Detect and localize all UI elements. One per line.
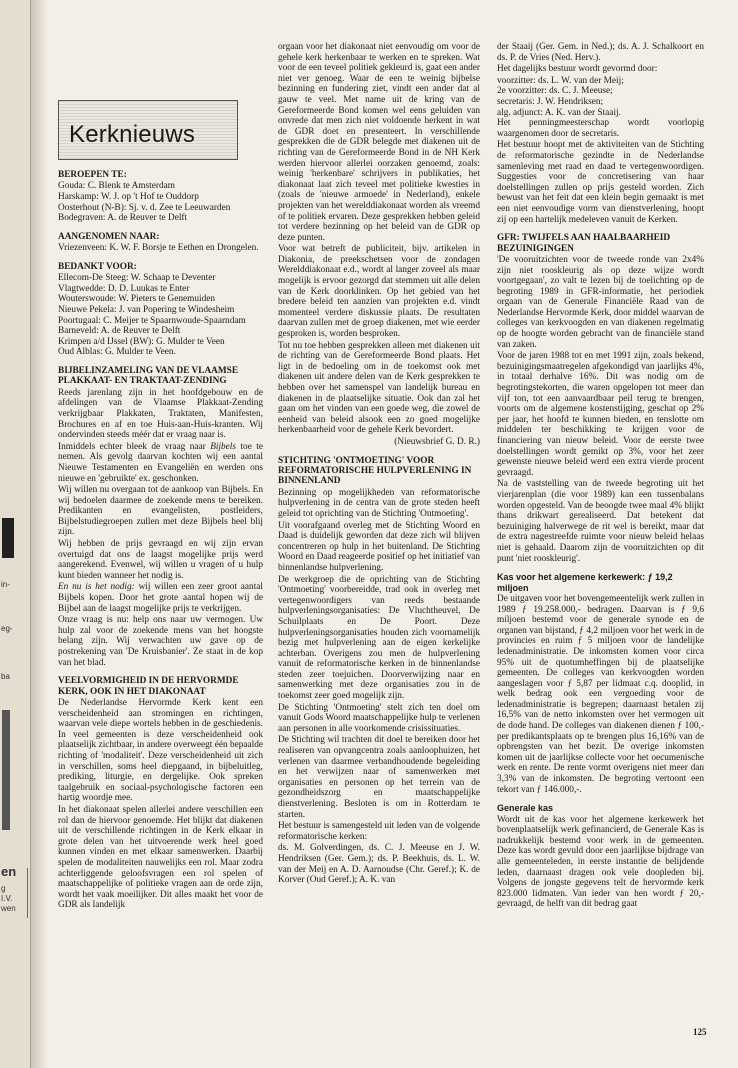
paragraph: Het bestuur hoopt met de aktiviteiten van de Stichting de reformatorische gezindte in de Nederlandse samenleving met raad en daad te vertegenwoordigen. Suggesties voor de concretisering van haar doelstellingen zullen op prijs gesteld worden. Zich bewust van het feit dat een klein begin gemaakt is met een niet eenvoudige vorm van dienstverlening, hoopt zij op een hartelijk medeleven vanuit de Kerken.: [497, 140, 704, 225]
margin-fragment: I.V.: [1, 894, 13, 903]
paragraph: Onze vraag is nu: help ons naar uw vermogen. Uw hulp zal voor de zoekende mens van het hoogste belang zijn. Wij verwachten uw gave op de postrekening van 'De Kruisbanier'. Ze staat in de kop van het blad.: [58, 615, 263, 668]
aangenomen-text: Vriezenveen: K. W. F. Borsje te Eethen en Drongelen.: [58, 243, 259, 254]
list-item: Vlagtwedde: D. D. Luukas te Enter: [58, 283, 190, 294]
list-item: Barneveld: A. de Reuver te Delft: [58, 326, 181, 337]
margin-fragment: in-: [1, 580, 10, 589]
paragraph: In het diakonaat spelen allerlei andere verschillen een rol dan de hiervoor genoemde. Het blijkt dat diakenen uit de verschillende richtingen in de Kerk elkaar in grote delen van het uitvoerende werk heel goed kunnen vinden en met elkaar samenwerken. Daarbij spelen de modaliteiten nauwelijks een rol. Maar zodra achterliggende geloofsvragen een rol spelen of maatschappelijke of politieke vragen aan de orde zijn, wordt het vaak moeilijker. Dit alles maakt het voor de GDR als landelijk: [58, 804, 263, 911]
paragraph: Uit voorafgaand overleg met de Stichting Woord en Daad is duidelijk geworden dat deze zich wil blijven concentreren op hulp in het buitenland. De Stichting Woord en Daad reageerde positief op het initiatief van binnenlandse hulpverlening.: [278, 520, 480, 573]
paragraph: De uitgaven voor het bovengemeentelijk werk zullen in 1989 ƒ 19.258.000,- bedragen. Daarvan is ƒ 9,6 miljoen bestemd voor de generale synode en de organen van bijstand, ƒ 4,2 miljoen voor het werk in de provincies en ruim ƒ 5 miljoen voor de landelijke ledenadministratie. De inkomsten komen voor circa 95% uit de quotumheffingen bij de plaatselijke gemeenten. De colleges van kerkvoogden worden aangeslagen voor ƒ 5,87 per lidmaat c.q. dooplid, in welk bedrag ook een vergoeding voor de ledenadministratie is begrepen; daarnaast betalen zij 16,5% van de netto inkomsten over het vermogen uit de dode hand. De colleges van diakenen dienen ƒ 100,- per predikantsplaats op te brengen plus 16,16% van de opbrengsten van het bezit. De overige inkomsten komen uit de jaarlijkse collecte voor het oecumenische werk en rente. De rente vormt overigens niet meer dan 3,3% van de inkomsten. De begroting vertoont een tekort van ƒ 146.000,-.: [497, 593, 704, 795]
list-item: Wouterswoude: W. Pieters te Genemuiden: [58, 294, 216, 305]
list-item: Oud Alblas: G. Mulder te Veen.: [58, 347, 176, 358]
section-header-box: [58, 100, 238, 160]
list-item: Gouda: C. Blenk te Amsterdam: [58, 181, 175, 192]
generale-kas-heading: Generale kas: [497, 803, 554, 814]
paragraph: Het bestuur is samengesteld uit leden van de volgende reformatorische kerken:: [278, 821, 480, 842]
text-run: Inmiddels echter bleek de vraag naar: [58, 441, 211, 452]
paragraph: Voor de jaren 1988 tot en met 1991 zijn, zoals bekend, bezuinigingsmaatregelen afgekondigd van jaarlijks 4%, in totaal derhalve 16%. Dit was nodig om de begrotingstekorten, die waren opgelopen tot meer dan vijf ton, tot een aanvaardbaar peil terug te brengen, voorts om de algemene kostenstijging, geschat op 2% per jaar, het hoofd te kunnen bieden, en tenslotte om middelen ter beschikking te krijgen voor de financiering van nieuw beleid. Voor de eerste twee doelstellingen wordt gemikt op 3%, voor het zeer gewenste nieuwe beleid werd een extra vierde procent gevraagd.: [497, 351, 704, 478]
page-number: 125: [693, 1027, 707, 1037]
paragraph: der Staaij (Ger. Gem. in Ned.); ds. A. J. Schalkoort en ds. P. de Vries (Ned. Herv.).: [497, 42, 704, 63]
paragraph: De werkgroep die de oprichting van de Stichting 'Ontmoeting' voorbereidde, trad ook in overleg met vertegenwoordigers van reeds bestaande hulpverleningsorganisaties: De Vluchtheuvel, De Schuilplaats en De Poort. Deze hulpverleningsorganisaties houden zich voornamelijk bezig met hulpverlening aan de eigen kerkelijke achterban. Overigens zou men de hulpverlening vanuit de reformatorische kerken in de binnenlandse steden zeer toejuichen. Doorverwijzing naar en samenwerking met deze organisaties zou in de toekomst zeer goed mogelijk zijn.: [278, 574, 480, 702]
paragraph: [58, 442, 263, 484]
margin-rule: [27, 868, 28, 918]
beroepen-heading: BEROEPEN TE:: [58, 170, 127, 180]
gfr-heading: GFR: TWIJFELS AAN HAALBAARHEID BEZUINIGINGEN: [497, 233, 671, 254]
margin-image: [2, 710, 10, 830]
paragraph: Wij willen nu overgaan tot de aankoop van Bijbels. En wij bedoelen daarmee de zoekende mens te bereiken. Predikanten en evangelisten, postleiders, Bijbelstudiegroepen zullen met deze Bijbels heel blij zijn.: [58, 485, 263, 538]
paragraph: 'De vooruitzichten voor de tweede ronde van 2x4% zijn niet rooskleurig als op deze wijze wordt voortgegaan', zo valt te lezen bij de toelichting op de begroting 1989 in GFR-informatie, het periodiek orgaan van de Generale Financiële Raad van de Nederlandse Hervormde Kerk, door middel waarvan de colleges van kerkvoogden en van diakenen regelmatig op de hoogte worden gebracht van de financiële stand van zaken.: [497, 254, 704, 350]
paragraph: Bezinning op mogelijkheden van reformatorische hulpverlening in de centra van de grote steden heeft geleid tot oprichting van de Stichting 'Ontmoeting'.: [278, 487, 480, 519]
bijbel-heading: BIJBELINZAMELING VAN DE VLAAMSE PLAKKAAT- EN TRAKTAAT-ZENDING: [58, 365, 239, 387]
paragraph: Na de vaststelling van de tweede begroting uit het vierjarenplan (die voor 1989) kan een tussenbalans worden opgesteld. Van de beoogde twee maal 4% blijkt thans drikwart gerealiseerd. Dat betekent dat bezuiniging halverwege de rit wel is bereikt, maar dat de extra nagestreefde ruimte voor nieuw beleid helaas niet is gehaald. Daarom zijn de vooruitzichten op dit punt 'niet rooskleurig'.: [497, 479, 704, 564]
source-credit: (Nieuwsbrief G. D. R.): [394, 436, 480, 447]
paragraph: orgaan voor het diakonaat niet eenvoudig om voor de gehele kerk herkenbaar te werken en te spreken. Wat voor de een teveel politiek gekleurd is, gaat een ander niet ver genoeg. Waar de een te weinig bijbelse bezinning en fundering ziet, vindt een ander dat al gauw te veel. Met name uit de kring van de Gereformeerde Bond komen wel eens geluiden van onvrede dat men zich niet voldoende herkent in wat de GDR doet en presenteert. In verschillende gesprekken die de GDR belegde met diakenen uit de richting van de Gereformeerde Bond in de NH Kerk werden hiervoor allerlei oorzaken genoemd, zoals: weinig 'herkenbare' schrijvers in publikaties, het diakonaat laat zich teveel met politieke kwesties in (zoals de 'nieuwe armoede' in Nederland), enkele projekten van het werelddiakonaat worden als vreemd of te politiek ervaren. Deze gesprekken hebben geleid tot verdere bezinning op het beleid van de GDR op deze punten.: [278, 42, 480, 243]
paragraph: De Stichting 'Ontmoeting' stelt zich ten doel om vanuit Gods Woord maatschappelijke hulp te verlenen aan personen in alle voorkomende crisissituaties.: [278, 702, 480, 734]
list-item: voorzitter: ds. L. W. van der Meij;: [497, 75, 624, 86]
list-item: Poortugaal: C. Meijer te Spaarnwoude-Spaarndam: [58, 315, 246, 326]
paragraph: ds. M. Golverdingen, ds. C. J. Meeuse en J. W. Hendriksen (Ger. Gem.); ds. P. Beekhuis, ds. L. W. van der Meij en A. D. Aarnoudse (Chr. Geref.); K. de Korver (Oud Geref.); A. K. van: [278, 843, 480, 886]
paragraph: Wordt uit de kas voor het algemene kerkewerk het bovenplaatselijk werk gefinancierd, de Generale Kas is nadrukkelijk bestemd voor werk in de gemeenten. Deze kas wordt gevuld door een jaarlijkse bijdrage van alle gemeenteleden, in eerste instantie de belijdende leden, daarnaast dragen ook vele doopleden bij. Volgens de jongste gegevens telt de hervormde kerk 823.000 lidmaten. Van ieder van hen wordt ƒ 20,- gevraagd, de helft van dit bedrag gaat: [497, 814, 704, 910]
list-item: alg. adjunct: A. K. van der Staaij.: [497, 107, 621, 118]
emphasis: En nu is het nodig:: [58, 582, 135, 593]
emphasis: Bijbels: [210, 441, 237, 452]
list-item: Bodegraven: A. de Reuver te Delft: [58, 213, 188, 224]
margin-fragment: ba: [1, 672, 10, 681]
text-run: wij willen een zeer groot aantal Bijbels kopen. Door het grote aantal hopen wij de Bijbel aan de laagst mogelijke prijs te verkrijgen.: [58, 582, 263, 614]
section-title: Kerknieuws: [69, 121, 196, 148]
list-item: Harskamp: W. J. op 't Hof te Ouddorp: [58, 192, 199, 202]
margin-fragment: wen: [1, 904, 16, 913]
page-fold-shadow: [30, 0, 48, 1068]
list-item: Nieuwe Pekela: J. van Popering te Windesheim: [58, 304, 235, 315]
paragraph: De Nederlandse Hervormde Kerk kent een verscheidenheid aan stromingen en richtingen, waarvan vele diepe wortels hebben in de geschiedenis. In veel gemeenten is deze verscheidenheid ook plaatselijk zichtbaar, in andere overweegt één bepaalde richting of 'modaliteit'. Deze verscheidenheid uit zich in verschillen, soms heel diepgaand, in bijbeluitleg, prediking, liturgie, en dergelijke. Ook spreken taalgebruik en sociaal-psychologische factoren een hartig woordje mee.: [58, 698, 263, 804]
margin-fragment: en: [1, 864, 17, 879]
list-item: 2e voorzitter: ds. C. J. Meeuse;: [497, 86, 613, 97]
veelvormigheid-heading: VEELVORMIGHEID IN DE HERVORMDE KERK, OOK IN HET DIAKONAAT: [58, 676, 239, 697]
column-3: [497, 42, 704, 911]
column-2: [278, 42, 480, 887]
margin-fragment: g: [1, 884, 6, 893]
paragraph: Voor wat betreft de publiciteit, bijv. artikelen in Diakonia, de preekschetsen voor de zondagen Werelddiakonaat e.d., wordt al langer zoveel als maar mogelijk is ervoor gezorgd dat stemmen uit alle delen van de Kerk doorklinken. Op het gebied van het bredere beleid ten aanzien van projekten e.d. vindt momenteel verdere diskussie plaats. De resultaten daarvan zullen met de groep diakenen, met wie eerder gesproken is, worden besproken.: [278, 244, 480, 340]
kas-heading: Kas voor het algemene kerkewerk: ƒ 19,2 miljoen: [497, 572, 673, 593]
column-1: [58, 170, 263, 912]
margin-fragment: eg-: [1, 624, 13, 633]
paragraph: Wij hebben de prijs gevraagd en wij zijn ervan overtuigd dat ons de laagst mogelijke prijs werd aangerekend. Evenwel, wij willen u vragen of u hulp kunt bieden wanneer het nodig is.: [58, 539, 263, 581]
paragraph: Het penningmeesterschap wordt voorlopig waargenomen door de secretaris.: [497, 118, 704, 139]
aangenomen-heading: AANGENOMEN NAAR:: [58, 231, 160, 242]
paragraph: Tot nu toe hebben gesprekken alleen met diakenen uit de richting van de Gereformeerde Bond plaats. Het ligt in de bedoeling om in de toekomst ook met diakenen uit andere delen van de Kerk gesprekken te hebben over het samenspel van landelijk bureau en diakenen in de plaatselijke situatie. Ook dan zal het gaan om het vinden van een goede weg, die zowel de eenheid van beleid alsook een zo goed mogelijke herkenbaarheid voor de gehele Kerk bevordert.: [278, 340, 480, 436]
list-item: Oosterhout (N-B): Sj. v. d. Zee te Leeuwarden: [58, 202, 231, 213]
paragraph: Het dagelijks bestuur wordt gevormd door:: [497, 64, 658, 75]
paragraph: De Stichting wil trachten dit doel te bereiken door het realiseren van opvangcentra zoals aanloophuizen, het verlenen van daarmee verbandhoudende begeleiding en het verwijzen naar of samenwerken met organisaties en personen op het terrein van de gezondheidszorg en maatschappelijke dienstverlening. Besloten is om in Rotterdam te starten.: [278, 735, 480, 820]
neighbouring-page-strip: [0, 0, 31, 1068]
stichting-heading: STICHTING 'ONTMOETING' VOOR REFORMATORISCHE HULPVERLENING IN BINNENLAND: [278, 455, 472, 487]
paragraph: Reeds jarenlang zijn in het hoofdgebouw en de afdelingen van de Vlaamse Plakkaat-Zending verkrijgbaar Plakkaten, Traktaten, Manifesten, Brochures en af en toe Huis-aan-Huis-kranten. Wij ondervinden steeds méér dat er vraag naar is.: [58, 387, 263, 441]
paragraph: [58, 582, 263, 614]
text-run: toe te nemen. Als gevolg daarvan kochten wij een aantal Nieuwe Testamenten en Evangeliën en werden ons nieuwe en 'gebruikte' ex. geschonken.: [58, 441, 263, 484]
list-item: secretaris: J. W. Hendriksen;: [497, 96, 604, 107]
list-item: Krimpen a/d IJssel (BW): G. Mulder te Veen: [58, 336, 225, 347]
bedankt-heading: BEDANKT VOOR:: [58, 261, 137, 272]
margin-bar: [2, 518, 14, 558]
list-item: Ellecom-De Steeg: W. Schaap te Deventer: [58, 273, 216, 284]
